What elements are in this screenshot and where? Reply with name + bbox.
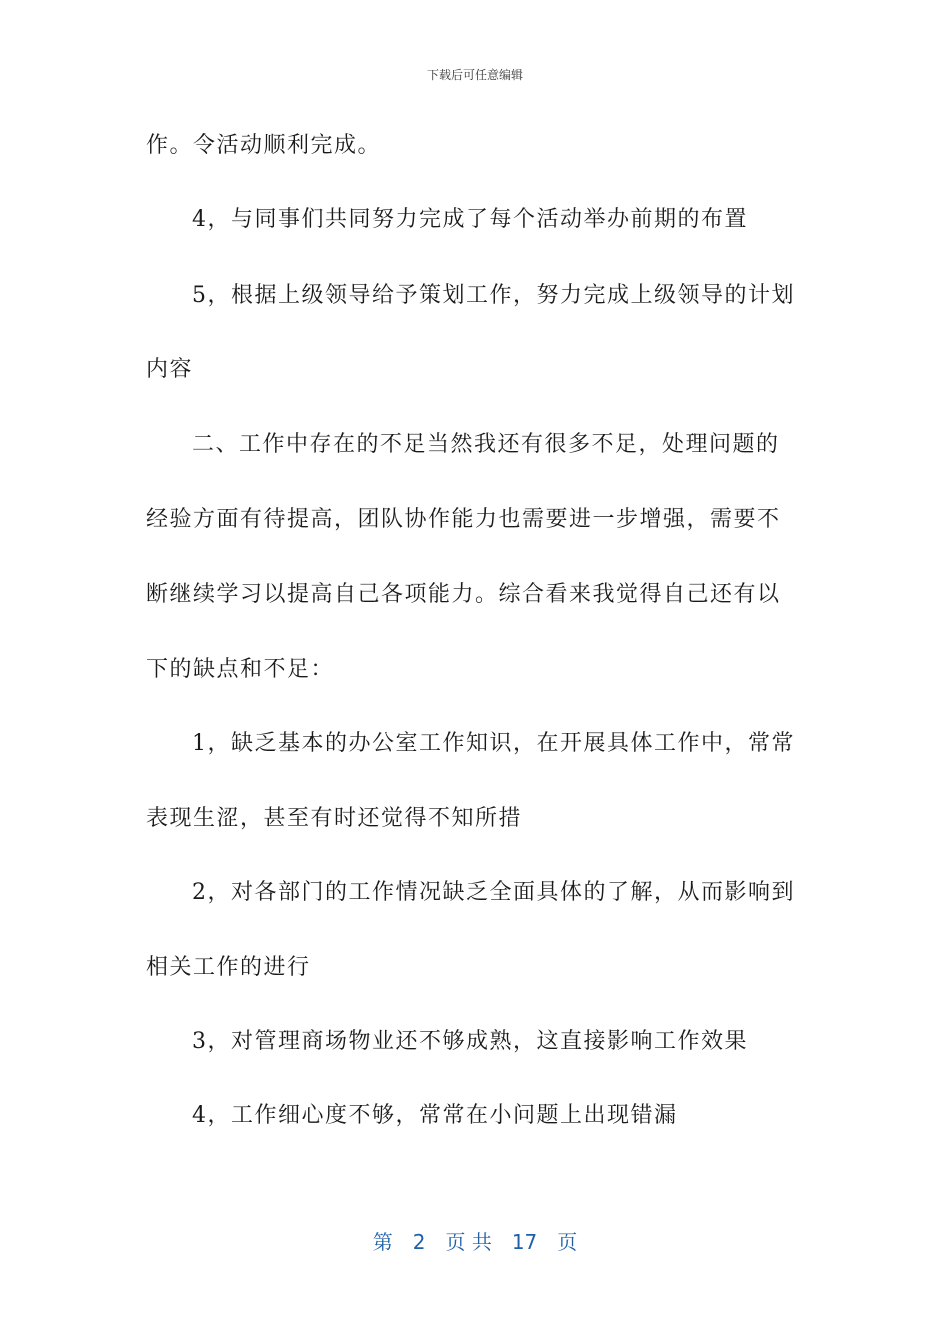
text-line-8: 下的缺点和不足：: [146, 657, 335, 682]
text-line-6: 经验方面有待提高，团队协作能力也需要进一步增强，需要不: [146, 507, 781, 532]
text-line-2: 4，与同事们共同努力完成了每个活动举办前期的布置: [192, 207, 748, 232]
text-line-4: 内容: [146, 357, 194, 382]
text-line-11: 2，对各部门的工作情况缺乏全面具体的了解，从而影响到: [192, 880, 795, 905]
text-line-9: 1，缺乏基本的办公室工作知识，在开展具体工作中，常常: [192, 731, 795, 756]
text-line-1: 作。令活动顺利完成。: [146, 133, 382, 158]
text-line-5: 二、工作中存在的不足当然我还有很多不足，处理问题的: [192, 432, 780, 457]
text-line-3: 5，根据上级领导给予策划工作，努力完成上级领导的计划: [192, 283, 795, 308]
page-number: 第 2 页 共 17 页: [372, 1230, 578, 1254]
text-line-13: 3，对管理商场物业还不够成熟，这直接影响工作效果: [192, 1029, 748, 1054]
text-line-10: 表现生涩，甚至有时还觉得不知所措: [146, 806, 523, 831]
text-line-12: 相关工作的进行: [146, 955, 311, 980]
text-line-14: 4，工作细心度不够，常常在小问题上出现错漏: [192, 1103, 678, 1128]
text-line-7: 断继续学习以提高自己各项能力。综合看来我觉得自己还有以: [146, 582, 781, 607]
header-note: 下载后可任意编辑: [426, 68, 523, 82]
